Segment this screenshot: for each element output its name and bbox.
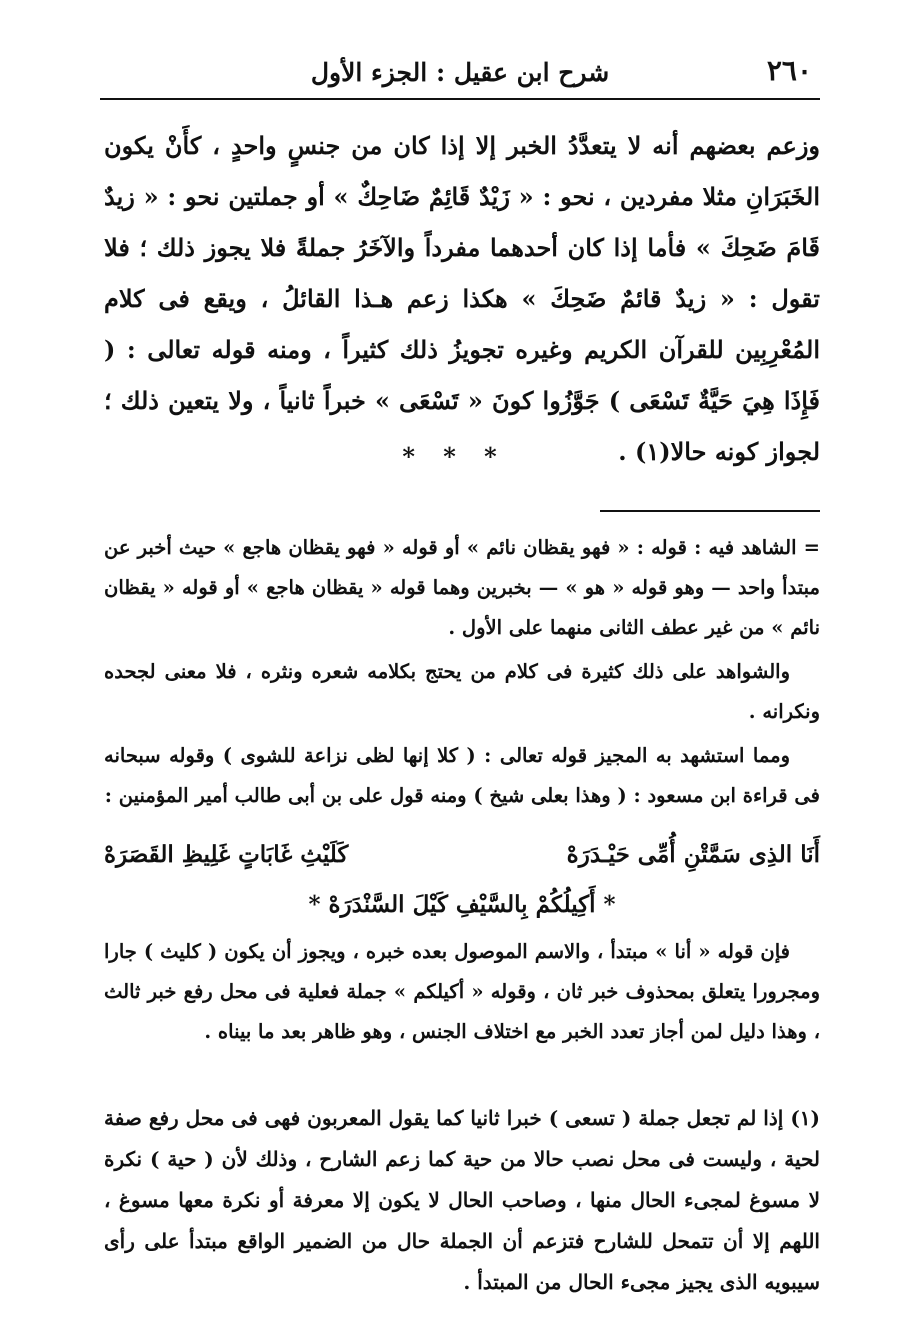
running-title: شرح ابن عقيل : الجزء الأول	[310, 58, 610, 87]
poetry-verse	[104, 820, 820, 932]
notes-block	[104, 528, 820, 1056]
note-paragraph: ومما استشهد به المجيز قوله تعالى : ( كلا إنها لظى نزاعة للشوى ) وقوله سبحانه فى قراءة ابن مسعود : ( وهذا بعلى شيخ ) ومنه قول على بن أبى طالب أمير المؤمنين :	[104, 744, 820, 807]
verse-line-1	[104, 830, 820, 880]
page-header	[100, 52, 820, 100]
page-number: ٢٦٠	[766, 54, 812, 87]
verse-line-2: * أَكِيلُكُمْ بِالسَّيْفِ كَيْلَ السَّنْدَرَهْ *	[308, 891, 616, 918]
footnote-rule	[600, 510, 820, 512]
verse-hemistich: أَنَا الذِى سَمَّتْنِ أُمِّى حَيْـدَرَهْ	[566, 841, 820, 868]
note-paragraph: فإن قوله « أنا » مبتدأ ، والاسم الموصول بعده خبره ، ويجوز أن يكون ( كليث ) جارا ومجرورا يتعلق بمحذوف خبر ثان ، وقوله « أكيلكم » جملة فعلية فى محل رفع خبر ثالث ، وهذا دليل لمن أجاز تعدد الخبر مع اختلاف الجنس ، وهو ظاهر بعد ما بيناه .	[104, 940, 820, 1043]
footnote: (١) إذا لم تجعل جملة ( تسعى ) خبرا ثانيا كما يقول المعربون فهى فى محل رفع صفة لحية ، وليست فى محل نصب حالا من حية كما زعم الشارح ، وذلك لأن ( حية ) نكرة لا مسوغ لمجىء الحال منها ، وصاحب الحال لا يكون إلا معرفة أو نكرة معها مسوغ ، اللهم إلا أن تتمحل للشارح فتزعم أن الجملة حال من الضمير الواقع مبتدأ على رأى سيبويه الذى يجيز مجىء الحال من المبتدأ .	[104, 1106, 820, 1294]
section-separator: * * *	[402, 442, 507, 471]
note-paragraph: = الشاهد فيه : قوله : « فهو يقظان نائم » أو قوله « فهو يقظان هاجع » حيث أخبر عن مبتدأ واحد — وهو قوله « هو » — بخبرين وهما قوله « يقظان هاجع » أو قوله « يقظان نائم » من غير عطف الثانى منهما على الأول .	[104, 536, 820, 639]
note-paragraph: والشواهد على ذلك كثيرة فى كلام من يحتج بكلامه شعره ونثره ، فلا معنى لجحده ونكرانه .	[104, 660, 820, 723]
verse-hemistich: كَلَيْثِ غَابَاتٍ غَلِيظِ القَصَرَهْ	[104, 841, 349, 868]
main-text: وزعم بعضهم أنه لا يتعدَّدُ الخبر إلا إذا كان من جنسٍ واحدٍ ، كأَنْ يكون الخَبَرَانِ مثلا مفردين ، نحو : « زَيْدٌ قَائِمٌ ضَاحِكٌ » أو جملتين نحو : « زيدٌ قَامَ ضَحِكَ » فأما إذا كان أحدهما مفرداً والآخَرُ جملةً فلا يجوز ذلك ؛ فلا تقول : « زيدٌ قائمٌ ضَحِكَ » هكذا زعم هـذا القائلُ ، ويقع فى كلام المُعْرِبِين للقرآن الكريم وغيره تجويزُ ذلك كثيراً ، ومنه قوله تعالى : ( فَإِذَا هِيَ حَيَّةٌ تَسْعَى ) جَوَّزُوا كونَ « تَسْعَى » خبراً ثانياً ، ولا يتعين ذلك ؛ لجواز كونه حالا(١) .	[104, 131, 820, 466]
